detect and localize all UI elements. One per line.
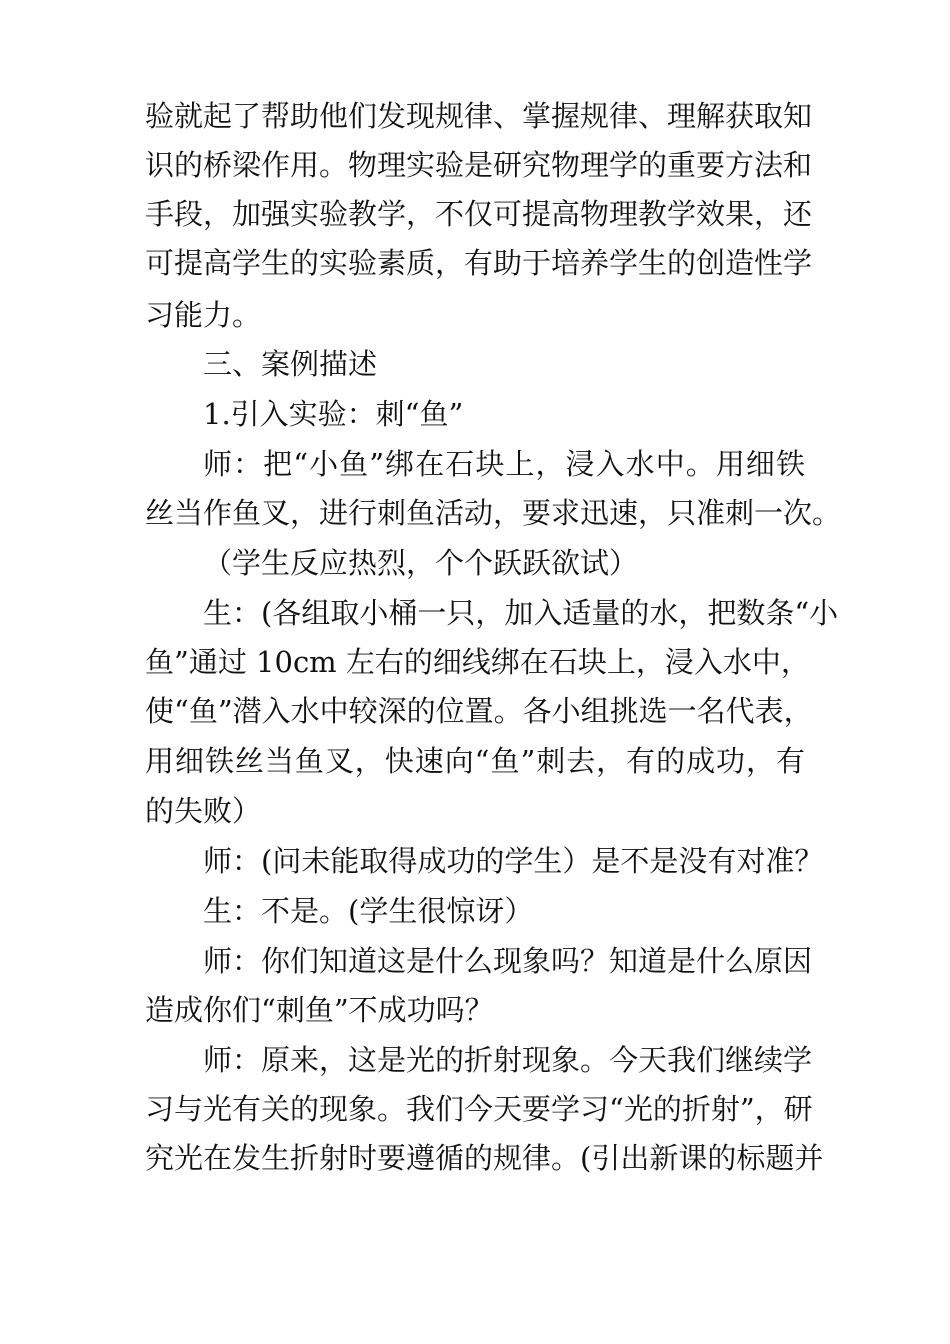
section-heading: 三、案例描述 bbox=[203, 347, 378, 381]
text-line: 手段，加强实验教学，不仅可提高物理教学效果，还 bbox=[145, 197, 813, 231]
subsection-heading: 1.引入实验：刺“鱼” bbox=[203, 397, 464, 431]
text-line: 习与光有关的现象。我们今天要学习“光的折射”，研 bbox=[145, 1092, 813, 1126]
text-line: 师：(问未能取得成功的学生）是不是没有对准？ bbox=[203, 844, 824, 878]
text-line: 鱼”通过 10cm 左右的细线绑在石块上，浸入水中， bbox=[145, 645, 810, 679]
text-line: 生：(各组取小桶一只，加入适量的水，把数条“小 bbox=[203, 596, 839, 630]
text-line: 丝当作鱼叉，进行刺鱼活动，要求迅速，只准刺一次。 bbox=[145, 496, 842, 530]
text-line: （学生反应热烈，个个跃跃欲试） bbox=[203, 546, 639, 580]
text-line: 师：你们知道这是什么现象吗？知道是什么原因 bbox=[203, 944, 813, 978]
text-line: 可提高学生的实验素质，有助于培养学生的创造性学 bbox=[145, 246, 813, 280]
text-line: 用细铁丝当鱼叉，快速向“鱼”刺去，有的成功，有 bbox=[145, 744, 805, 778]
text-line: 造成你们“刺鱼”不成功吗？ bbox=[145, 993, 494, 1027]
text-line: 的失败） bbox=[145, 794, 262, 828]
text-line: 师：把“小鱼”绑在石块上，浸入水中。用细铁 bbox=[203, 447, 805, 481]
text-line: 识的桥梁作用。物理实验是研究物理学的重要方法和 bbox=[145, 148, 813, 182]
text-line: 验就起了帮助他们发现规律、掌握规律、理解获取知 bbox=[145, 99, 813, 133]
text-line: 生：不是。(学生很惊讶） bbox=[203, 894, 534, 928]
text-line: 究光在发生折射时要遵循的规律。(引出新课的标题并 bbox=[145, 1141, 824, 1175]
text-line: 习能力。 bbox=[145, 298, 262, 332]
text-line: 使“鱼”潜入水中较深的位置。各小组挑选一名代表， bbox=[145, 694, 813, 728]
text-line: 师：原来，这是光的折射现象。今天我们继续学 bbox=[203, 1043, 813, 1077]
